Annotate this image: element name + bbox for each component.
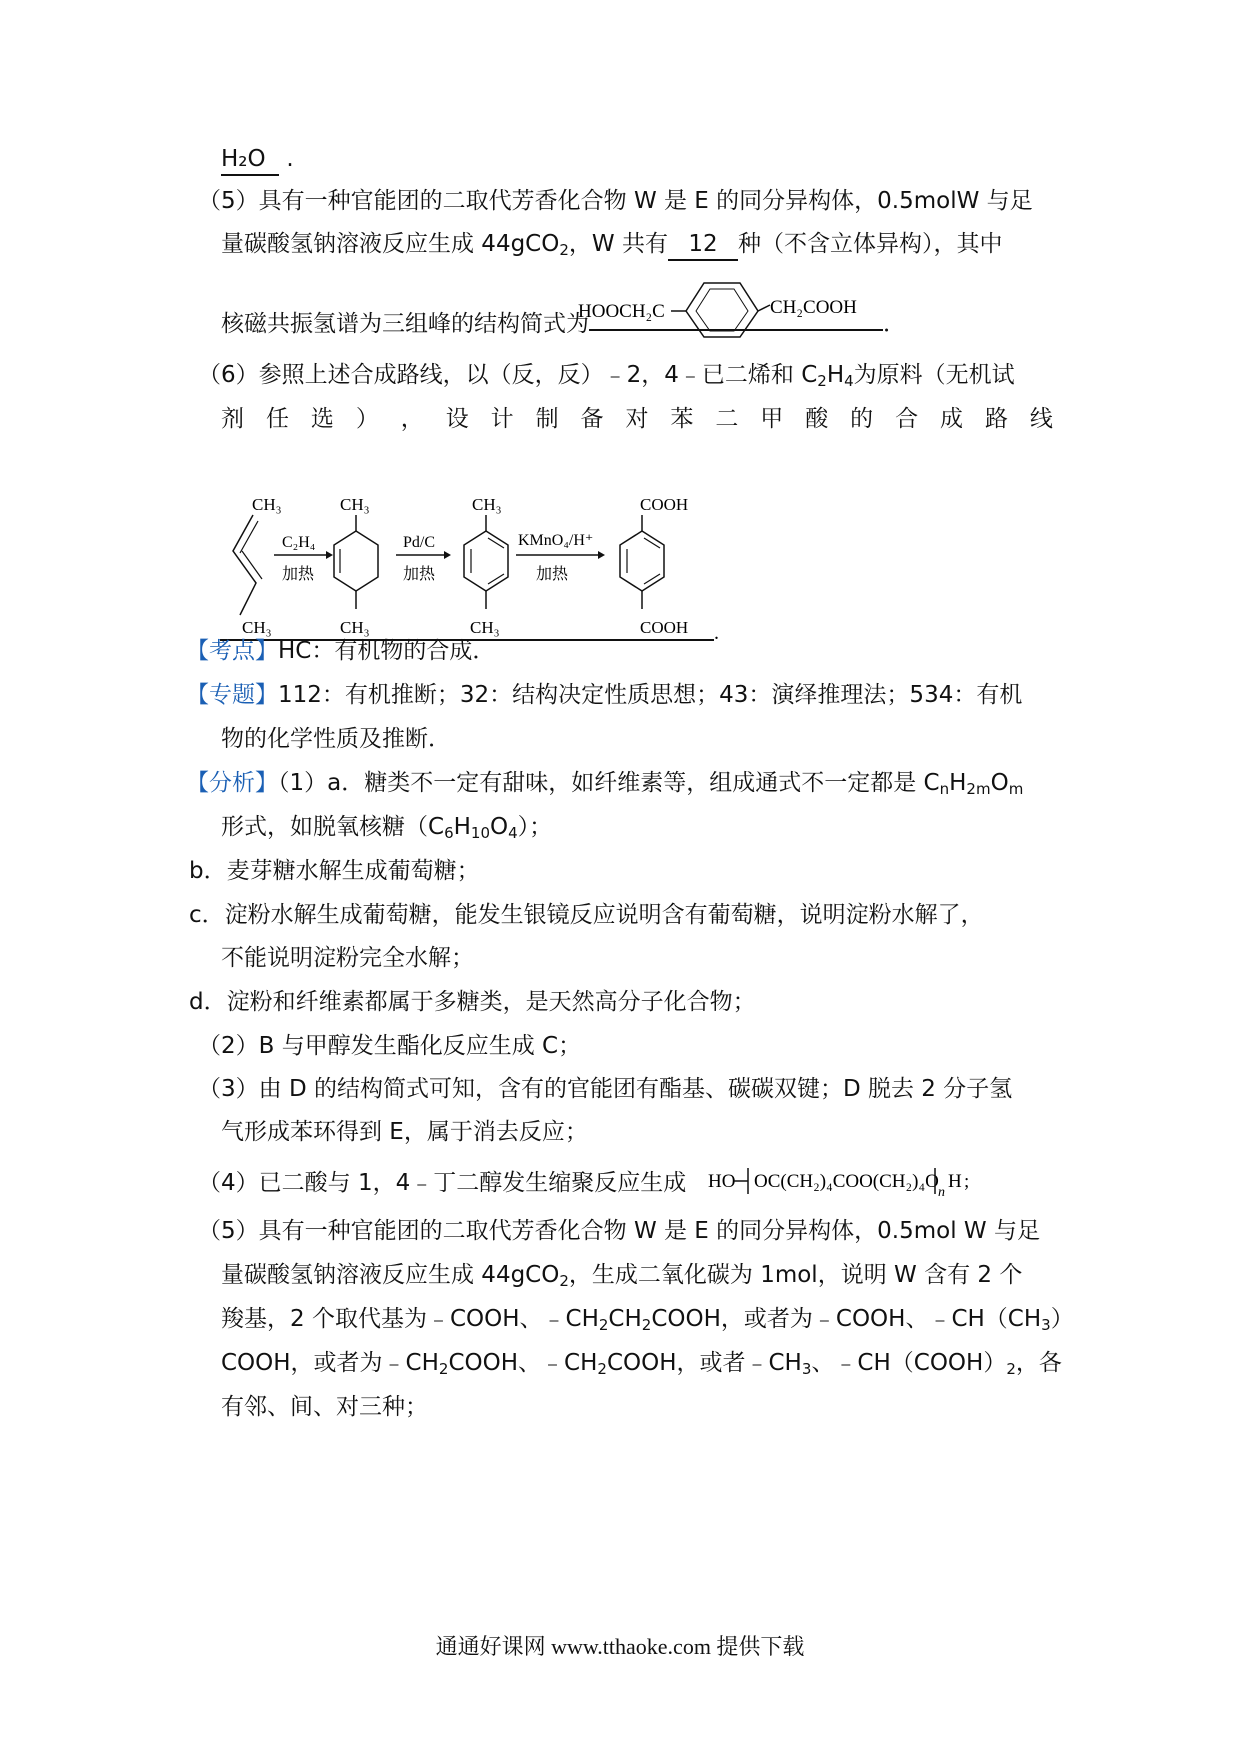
kaodian-line — [186, 636, 495, 666]
q5-answer: 12 — [668, 229, 738, 261]
s4-bottom-label: COOH — [640, 618, 689, 637]
spread-char: 任 — [265, 406, 289, 432]
s3-bottom-label: CH₃ — [470, 618, 500, 637]
fenxi-label: 【分析】 — [186, 770, 278, 796]
item-c-line2: 不能说明淀粉完全水解； — [221, 945, 474, 971]
spread-char: 甲 — [760, 406, 784, 432]
spread-char: 酸 — [805, 406, 829, 432]
arrow3-bottom: 加热 — [536, 566, 569, 583]
spread-char: ， — [400, 406, 424, 432]
zhuanti-line2: 物的化学性质及推断． — [221, 726, 451, 752]
q5-line3: 核磁共振氢谱为三组峰的结构简式为 ． — [221, 311, 906, 337]
para-5-line5: 有邻、间、对三种； — [221, 1394, 428, 1420]
para-5-line1: （5）具有一种官能团的二取代芳香化合物 W 是 E 的同分异构体，0.5mol W 与足 — [198, 1218, 1040, 1244]
para-5-line2: 量碳酸氢钠溶液反应生成 44gCO$_2$，生成二氧化碳为 1mol，说明 W 含有 2 个 — [221, 1262, 1023, 1290]
s1-bottom-label: CH₃ — [242, 618, 272, 637]
polymer-left: HO — [708, 1171, 736, 1192]
arrow1-bottom: 加热 — [282, 566, 315, 583]
para-5-line3: 羧基，2 个取代基为﹣COOH、$﹣CH_2CH_2COOH$，或者为﹣COOH、$﹣CH(CH_3)$ — [221, 1306, 1074, 1334]
svg-text:;: ; — [964, 1171, 970, 1192]
polymer-right: H — [948, 1171, 962, 1192]
item-d: d．淀粉和纤维素都属于多糖类，是天然高分子化合物； — [189, 989, 756, 1015]
fenxi-line1: 【分析】（1）a．糖类不一定有甜味，如纤维素等，组成通式不一定都是 $C_nH_{2m}O_m$ — [186, 770, 1024, 798]
cyclohexene-ring — [334, 531, 378, 591]
struct-left-label: HOOCH₂C — [578, 301, 665, 322]
spread-char: 设 — [445, 406, 469, 432]
para-3-line1: （3）由 D 的结构简式可知，含有的官能团有酯基、碳碳双键；D 脱去 2 分子氢 — [198, 1076, 1013, 1102]
text: COOH，或者﹣CH — [606, 1350, 802, 1376]
text: 核磁共振氢谱为三组峰的结构简式为 — [221, 311, 589, 337]
spread-char: 苯 — [670, 406, 694, 432]
q5-line1: （5）具有一种官能团的二取代芳香化合物 W 是 E 的同分异构体，0.5molW 与足 — [198, 188, 1033, 214]
q5-line2: 量碳酸氢钠溶液反应生成 44gCO$_2$，W 共有 12 种（不含立体异构），其中 — [221, 231, 1003, 259]
polymer-inner: OC(CH₂)₄COO(CH₂)₄O — [754, 1171, 939, 1192]
para-4 — [198, 1168, 686, 1198]
text: 为原料（无机试 — [853, 362, 1015, 388]
spread-char: 对 — [625, 406, 649, 432]
s2-top-label: CH₃ — [340, 495, 370, 514]
text: 羧基，2 个取代基为﹣COOH、﹣CH — [221, 1306, 599, 1332]
spread-char: 成 — [940, 406, 963, 432]
text: ，各 — [1015, 1350, 1062, 1376]
arrow1-top: C₂H₄ — [282, 534, 316, 551]
fenxi-line2: 形式，如脱氧核糖$(C_6H_{10}O_4)$； — [221, 814, 553, 842]
zhuanti-text: 112：有机推断；32：结构决定性质思想；43：演绎推理法；534：有机 — [278, 682, 1023, 708]
blank — [589, 329, 883, 331]
spread-char: 备 — [580, 406, 604, 432]
s2-bottom-label: CH₃ — [340, 618, 370, 637]
zhuanti-label: 【专题】 — [186, 682, 278, 708]
arrow2-bottom: 加热 — [403, 566, 436, 583]
spread-char: 线 — [1029, 406, 1053, 432]
text: COOH、﹣CH — [448, 1350, 598, 1376]
q6-line2 — [221, 404, 1053, 434]
text: 量碳酸氢钠溶液反应生成 44gCO — [221, 231, 560, 257]
answer-h2o-line — [221, 144, 294, 176]
page-footer: 通通好课网 www.tthaoke.com 提供下载 — [435, 1634, 805, 1659]
kaodian-text: HC：有机物的合成． — [278, 638, 496, 664]
text: ，W 共有 — [568, 231, 668, 257]
spread-char: 制 — [535, 406, 559, 432]
text: （4）已二酸与 1，4﹣丁二醇发生缩聚反应生成 — [198, 1170, 687, 1196]
item-c-line1: c．淀粉水解生成葡萄糖，能发生银镜反应说明含有葡萄糖，说明淀粉水解了， — [189, 902, 984, 928]
zhuanti-line — [186, 680, 1022, 710]
text: （1）a．糖类不一定有甜味，如纤维素等，组成通式不一定都是 C — [278, 770, 940, 796]
para-2: （2）B 与甲醇发生酯化反应生成 C； — [198, 1033, 582, 1059]
spread-char: 路 — [984, 406, 1008, 432]
spread-char: 剂 — [221, 406, 244, 432]
text: COOH，或者为﹣CH — [221, 1350, 439, 1376]
para-5-line4: COOH，或者为$﹣CH_2COOH$、$﹣CH_2COOH$，或者$﹣CH_3$、$﹣CH(COOH)_2$，各 — [221, 1350, 1062, 1378]
answer-h2o: H₂O — [221, 144, 279, 176]
text: ，生成二氧化碳为 1mol，说明 W 含有 2 个 — [568, 1262, 1023, 1288]
spread-char: 计 — [490, 406, 514, 432]
s3-top-label: CH₃ — [472, 495, 502, 514]
text: COOH，或者为﹣COOH、﹣CH（CH — [651, 1306, 1042, 1332]
text: 种（不含立体异构），其中 — [737, 231, 1003, 257]
s4-top-label: COOH — [640, 495, 689, 514]
struct-right-label: CH₂COOH — [770, 297, 857, 318]
spread-char: 选 — [310, 406, 334, 432]
spread-char: 二 — [715, 406, 739, 432]
route-end-period: . — [714, 622, 719, 643]
s1-top-label: CH₃ — [252, 495, 282, 514]
polymer-formula — [708, 1160, 1008, 1204]
spread-char: ） — [355, 406, 379, 432]
text: 形式，如脱氧核糖（C — [221, 814, 445, 840]
spread-char: 合 — [895, 406, 919, 432]
spread-char: 的 — [850, 406, 874, 432]
polymer-n: n — [938, 1185, 945, 1200]
arrow2-top: Pd/C — [403, 534, 436, 551]
item-b: b．麦芽糖水解生成葡萄糖； — [189, 858, 480, 884]
period: . — [286, 146, 294, 172]
text: （6）参照上述合成路线，以（反，反）﹣2，4﹣已二烯和 C — [198, 362, 818, 388]
arrow3-top: KMnO₄/H⁺ — [518, 532, 594, 549]
text: 量碳酸氢钠溶液反应生成 44gCO — [221, 1262, 560, 1288]
kaodian-label: 【考点】 — [186, 638, 278, 664]
para-3-line2: 气形成苯环得到 E，属于消去反应； — [221, 1119, 588, 1145]
q6-line1: （6）参照上述合成路线，以（反，反）﹣2，4﹣已二烯和 $C_2H_4$为原料（无机试 — [198, 362, 1015, 390]
synthesis-route — [220, 493, 820, 643]
text: 、﹣CH（COOH） — [811, 1350, 1007, 1376]
